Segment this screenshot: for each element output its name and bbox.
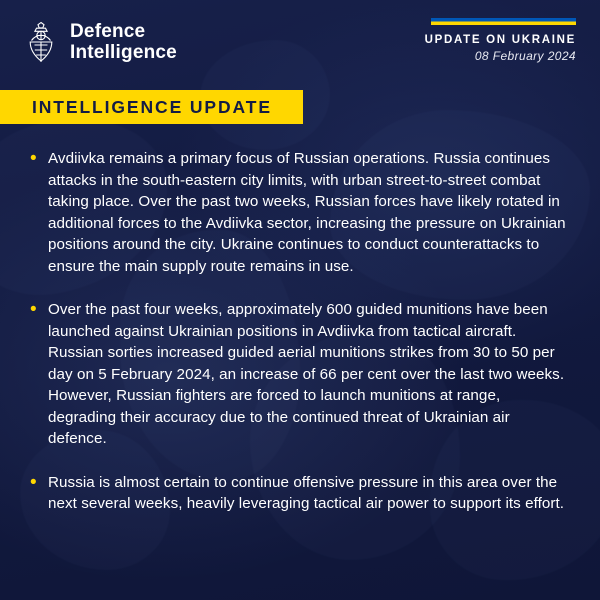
brand-text [70, 22, 177, 63]
bullet-marker-icon: • [30, 299, 37, 320]
royal-crest-icon [24, 20, 58, 66]
bullet-text: Russia is almost certain to continue offensive pressure in this area over the next several weeks, heavily leveraging tactical air power to support its effort. [48, 473, 565, 512]
intelligence-update-banner [0, 90, 303, 124]
bullet-text: Over the past four weeks, approximately 600 guided munitions have been launched against Ukrainian positions in Avdiivka from tactical aircraft. Russian sorties increased guided aerial munitions strikes from 30 to 50 per day on 5 February 2024, an increase of 66 per cent over the last two weeks. However, Russian fighters are forced to launch munitions at range, degrading their accuracy due to the continued threat of Ukrainian air defence. [48, 301, 565, 447]
banner-label: INTELLIGENCE UPDATE [32, 96, 272, 117]
page-header [0, 0, 600, 86]
brand [24, 0, 177, 66]
list-item [30, 299, 566, 450]
bullet-marker-icon: • [30, 471, 37, 493]
header-right [425, 0, 576, 63]
list-item [30, 148, 566, 277]
update-label: UPDATE ON UKRAINE [424, 34, 576, 46]
bullet-text: Avdiivka remains a primary focus of Russian operations. Russia continues attacks in the south-eastern city limits, with urban street-to-street combat taking place. Over the past two weeks, Russian forces have likely rotated in additional forces to the Avdiivka sector, increasing the pressure on Ukrainian positions around the city. Ukraine continues to conduct counterattacks to ensure the main supply route remains in use. [48, 150, 566, 275]
update-date: 08 February 2024 [474, 49, 576, 63]
brand-line-2: Intelligence [70, 42, 177, 63]
brand-line-1: Defence [70, 21, 146, 43]
bullet-marker-icon: • [30, 148, 37, 169]
bullet-list [0, 124, 600, 515]
list-item [30, 472, 566, 515]
ukraine-flag-bar-icon [431, 18, 576, 25]
